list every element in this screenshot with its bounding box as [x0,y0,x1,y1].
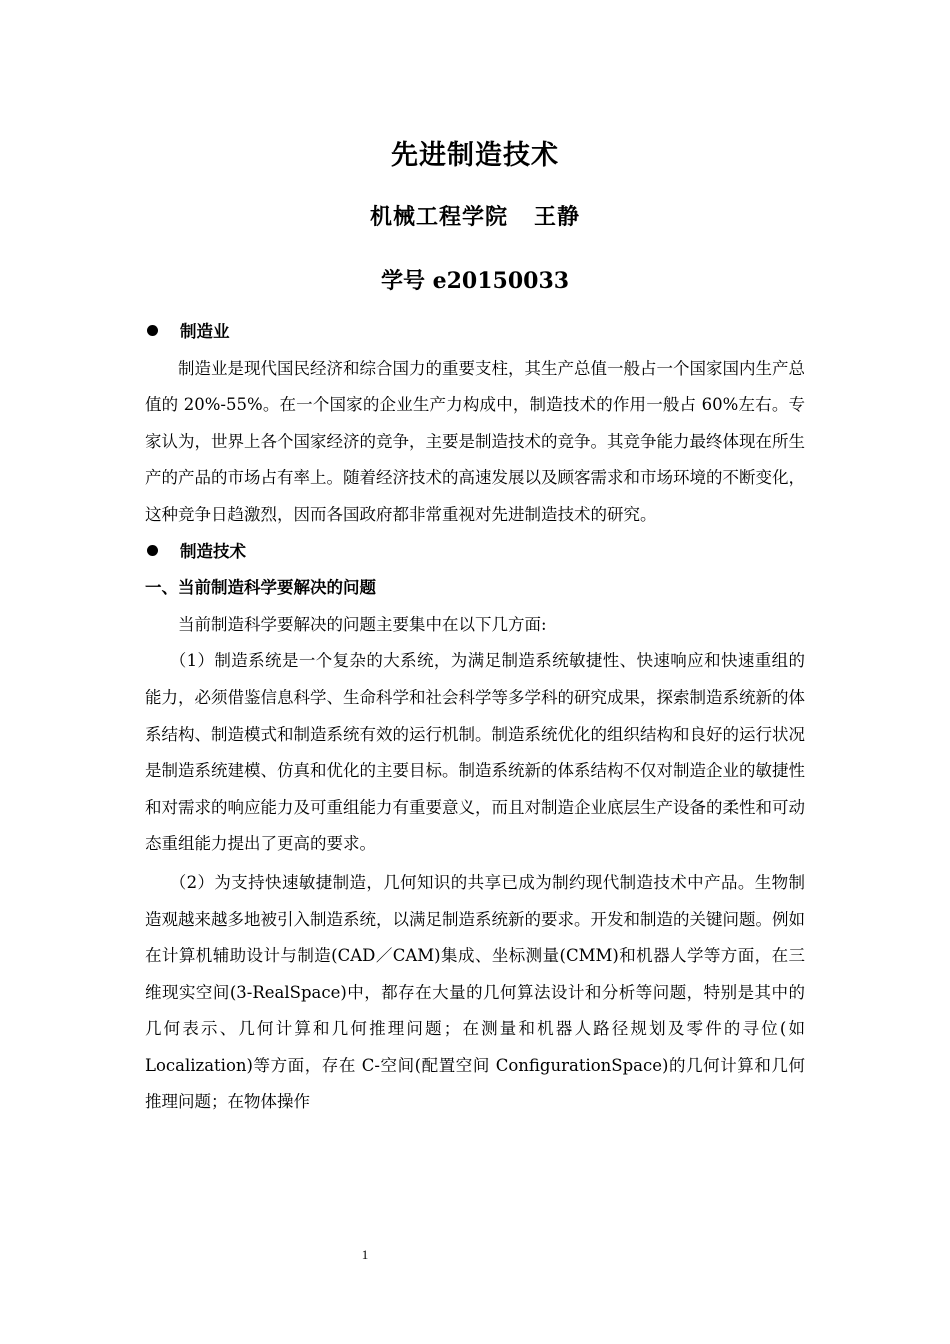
author-school: 机械工程学院 [369,204,508,230]
paragraph-item-1: （1）制造系统是一个复杂的大系统，为满足制造系统敏捷性、快速响应和快速重组的能力，必须借鉴信息科学、生命科学和社会科学等多学科的研究成果，探索制造系统新的体系结构、制造模式和制造系统有效的运行机制。制造系统优化的组织结构和良好的运行状况是制造系统建模、仿真和优化的主要目标。制造系统新的体系结构不仅对制造企业的敏捷性和对需求的响应能力及可重组能力有重要意义，而且对制造企业底层生产设备的柔性和可动态重组能力提出了更高的要求。 [145,651,805,854]
page-number: 1 [361,1247,369,1262]
bullet-dot-icon [147,325,158,336]
document-body [145,314,805,1121]
bullet-heading-technology [145,534,805,571]
author-line [0,200,950,231]
bullet-heading-text: 制造业 [180,322,230,341]
author-name: 王静 [534,204,581,230]
paragraph-problems-intro: 当前制造科学要解决的问题主要集中在以下几方面: [178,614,547,634]
bullet-dot-icon [147,545,158,556]
document-title: 先进制造技术 [391,140,559,171]
paragraph-item-2: （2）为支持快速敏捷制造，几何知识的共享已成为制约现代制造技术中产品。生物制造观越来越多地被引入制造系统，以满足制造系统新的要求。开发和制造的关键问题。例如在计算机辅助设计与制造(CAD／CAM)集成、坐标测量(CMM)和机器人学等方面，在三维现实空间(3-RealSpace)中，都存在大量的几何算法设计和分析等问题，特别是其中的几何表示、几何计算和几何推理问题；在测量和机器人路径规划及零件的寻位(如 Localization)等方面，存在 C-空间(配置空间 ConfigurationSpace)的几何计算和几何推理问题；在物体操作 [145,872,805,1112]
bullet-heading-manufacturing [145,314,805,351]
bullet-heading-text: 制造技术 [180,541,246,561]
section-heading-problems: 一、当前制造科学要解决的问题 [145,578,376,598]
paragraph-manufacturing: 制造业是现代国民经济和综合国力的重要支柱，其生产总值一般占一个国家国内生产总值的 20%-55%。在一个国家的企业生产力构成中，制造技术的作用一般占 60%左右。专家认为，世界上各个国家经济的竞争，主要是制造技术的竞争。其竞争能力最终体现在所生产的产品的市场占有率上。随着经济技术的高速发展以及顾客需求和市场环境的不断变化，这种竞争日趋激烈，因而各国政府都非常重视对先进制造技术的研究。 [145,358,805,524]
student-id: 学号 e20150033 [380,268,570,294]
